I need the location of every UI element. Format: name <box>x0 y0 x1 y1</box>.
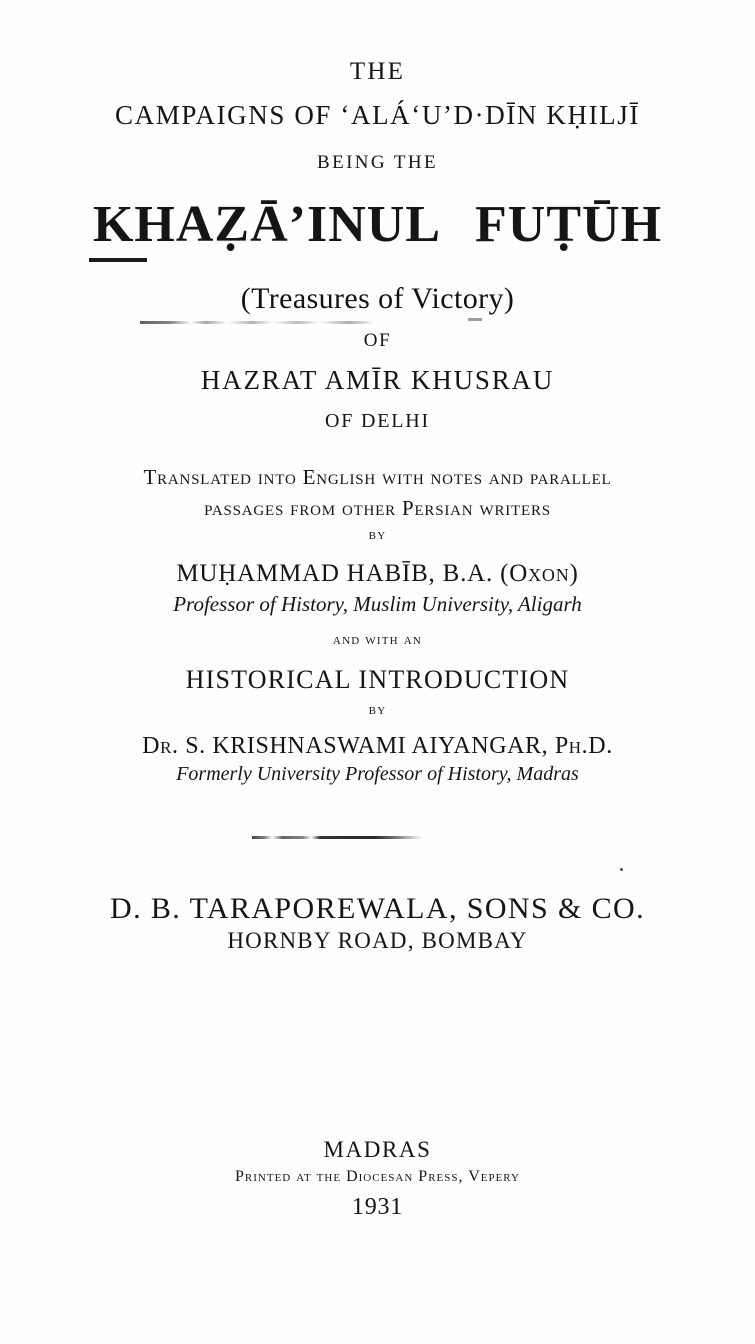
author-name: HAZRAT AMĪR KHUSRAU <box>200 365 555 395</box>
scan-speck-artifact <box>468 318 482 321</box>
section-divider-rule <box>252 836 422 839</box>
author-place: OF DELHI <box>325 410 430 432</box>
title-line-of: OF <box>363 330 392 351</box>
title-line-the: THE <box>349 58 406 85</box>
main-title-part-1: KHAẒĀ’INUL <box>92 196 442 253</box>
introduction-author-name: Dr. S. KRISHNASWAMI AIYANGAR, Ph.D. <box>142 733 613 759</box>
introduction-by-label: by <box>368 702 387 718</box>
historical-introduction-heading: HISTORICAL INTRODUCTION <box>185 665 570 694</box>
title-underline-stroke <box>89 258 147 262</box>
imprint-printer: Printed at the Diocesan Press, Vepery <box>235 1168 520 1185</box>
translator-affiliation: Professor of History, Muslim University, Aligarh <box>173 592 582 616</box>
translation-statement-line-1: Translated into English with notes and parallel <box>143 465 612 489</box>
title-line-campaigns: CAMPAIGNS OF ‘ALÁ‘U’D·DĪN KḤILJĪ <box>115 100 640 130</box>
main-title <box>0 195 755 254</box>
introduction-author-affiliation: Formerly University Professor of History, Madras <box>176 763 579 785</box>
imprint-year: 1931 <box>351 1194 404 1220</box>
scan-dust-speck <box>620 868 623 871</box>
and-with-an-label: and with an <box>332 632 423 648</box>
main-title-part-2: FUṬŪH <box>475 196 663 253</box>
title-subtitle: (Treasures of Victory) <box>240 282 515 315</box>
scan-smudge-artifact <box>140 321 395 324</box>
publisher-address: HORNBY ROAD, BOMBAY <box>227 928 528 953</box>
translator-by-label: by <box>368 527 387 543</box>
imprint-city: MADRAS <box>323 1137 432 1162</box>
publisher-name: D. B. TARAPOREWALA, SONS & CO. <box>110 892 645 925</box>
translator-name: MUḤAMMAD HABĪB, B.A. (Oxon) <box>176 560 579 587</box>
title-line-being: BEING THE <box>317 152 438 173</box>
translation-statement-line-2: passages from other Persian writers <box>204 496 551 520</box>
